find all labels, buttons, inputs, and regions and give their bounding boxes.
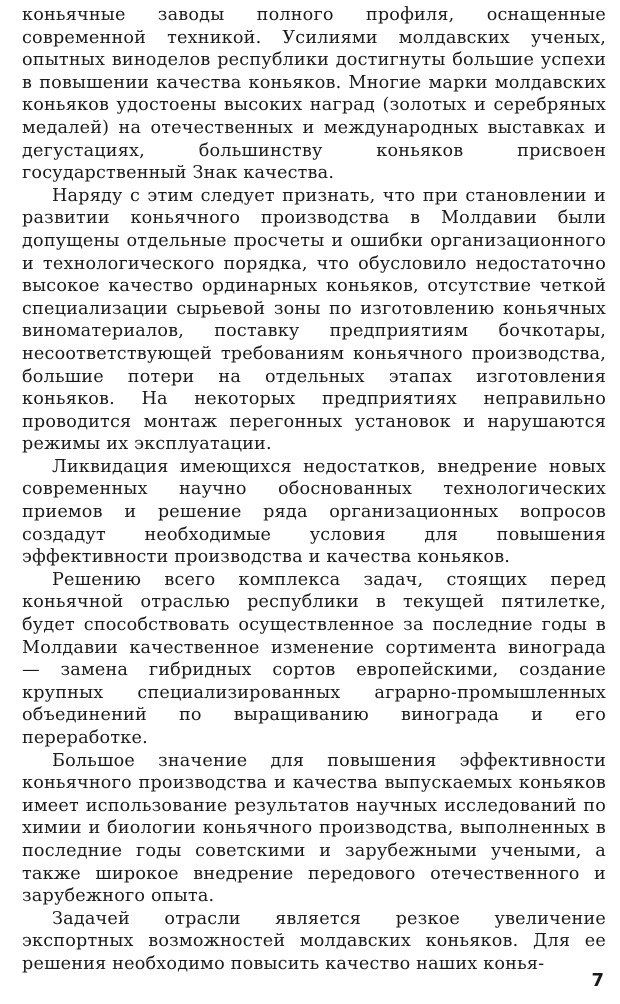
paragraph-1: коньячные заводы полного профиля, оснащенные современной техникой. Усилиями молдавских ученых, опытных виноделов республики достигнуты большие успехи в повышении качества коньяков. Многие марки молдавских коньяков удостоены высоких наград (золотых и серебряных медалей) на отечественных и международных выставках и дегустациях, большинству коньяков присвоен государственный Знак качества. <box>22 5 606 184</box>
page-number: 7 <box>591 970 604 991</box>
paragraph-5: Большое значение для повышения эффективности коньячного производства и качества выпускаемых коньяков имеет использование результатов научных исследований по химии и биологии коньячного производства, выполненных в последние годы советскими и зарубежными учеными, а также широкое внедрение передового отечественного и зарубежного опыта. <box>22 750 606 907</box>
paragraph-3: Ликвидация имеющихся недостатков, внедрение новых современных научно обоснованных технологических приемов и решение ряда организационных вопросов создадут необходимые условия для повышения эффективности производства и качества коньяков. <box>22 456 606 568</box>
page-body <box>22 4 606 976</box>
paragraph-6: Задачей отрасли является резкое увеличение экспортных возможностей молдавских коньяков. Для ее решения необходимо повысить качество наших конья- <box>22 908 606 974</box>
paragraph-2: Наряду с этим следует признать, что при становлении и развитии коньячного производства в Молдавии были допущены отдельные просчеты и ошибки организационного и технологического порядка, что обусловило недостаточно высокое качество ординарных коньяков, отсутствие четкой специализации сырьевой зоны по изготовлению коньячных виноматериалов, поставку предприятиям бочкотары, несоответствующей требованиям коньячного производства, большие потери на отдельных этапах изготовления коньяков. На некоторых предприятиях неправильно проводится монтаж перегонных установок и нарушаются режимы их эксплуатации. <box>22 185 606 455</box>
paragraph-4: Решению всего комплекса задач, стоящих перед коньячной отраслью республики в текущей пятилетке, будет способствовать осуществленное за последние годы в Молдавии качественное изменение сортимента винограда — замена гибридных сортов европейскими, создание крупных специализированных аграрно-промышленных объединений по выращиванию винограда и его переработке. <box>22 569 606 748</box>
